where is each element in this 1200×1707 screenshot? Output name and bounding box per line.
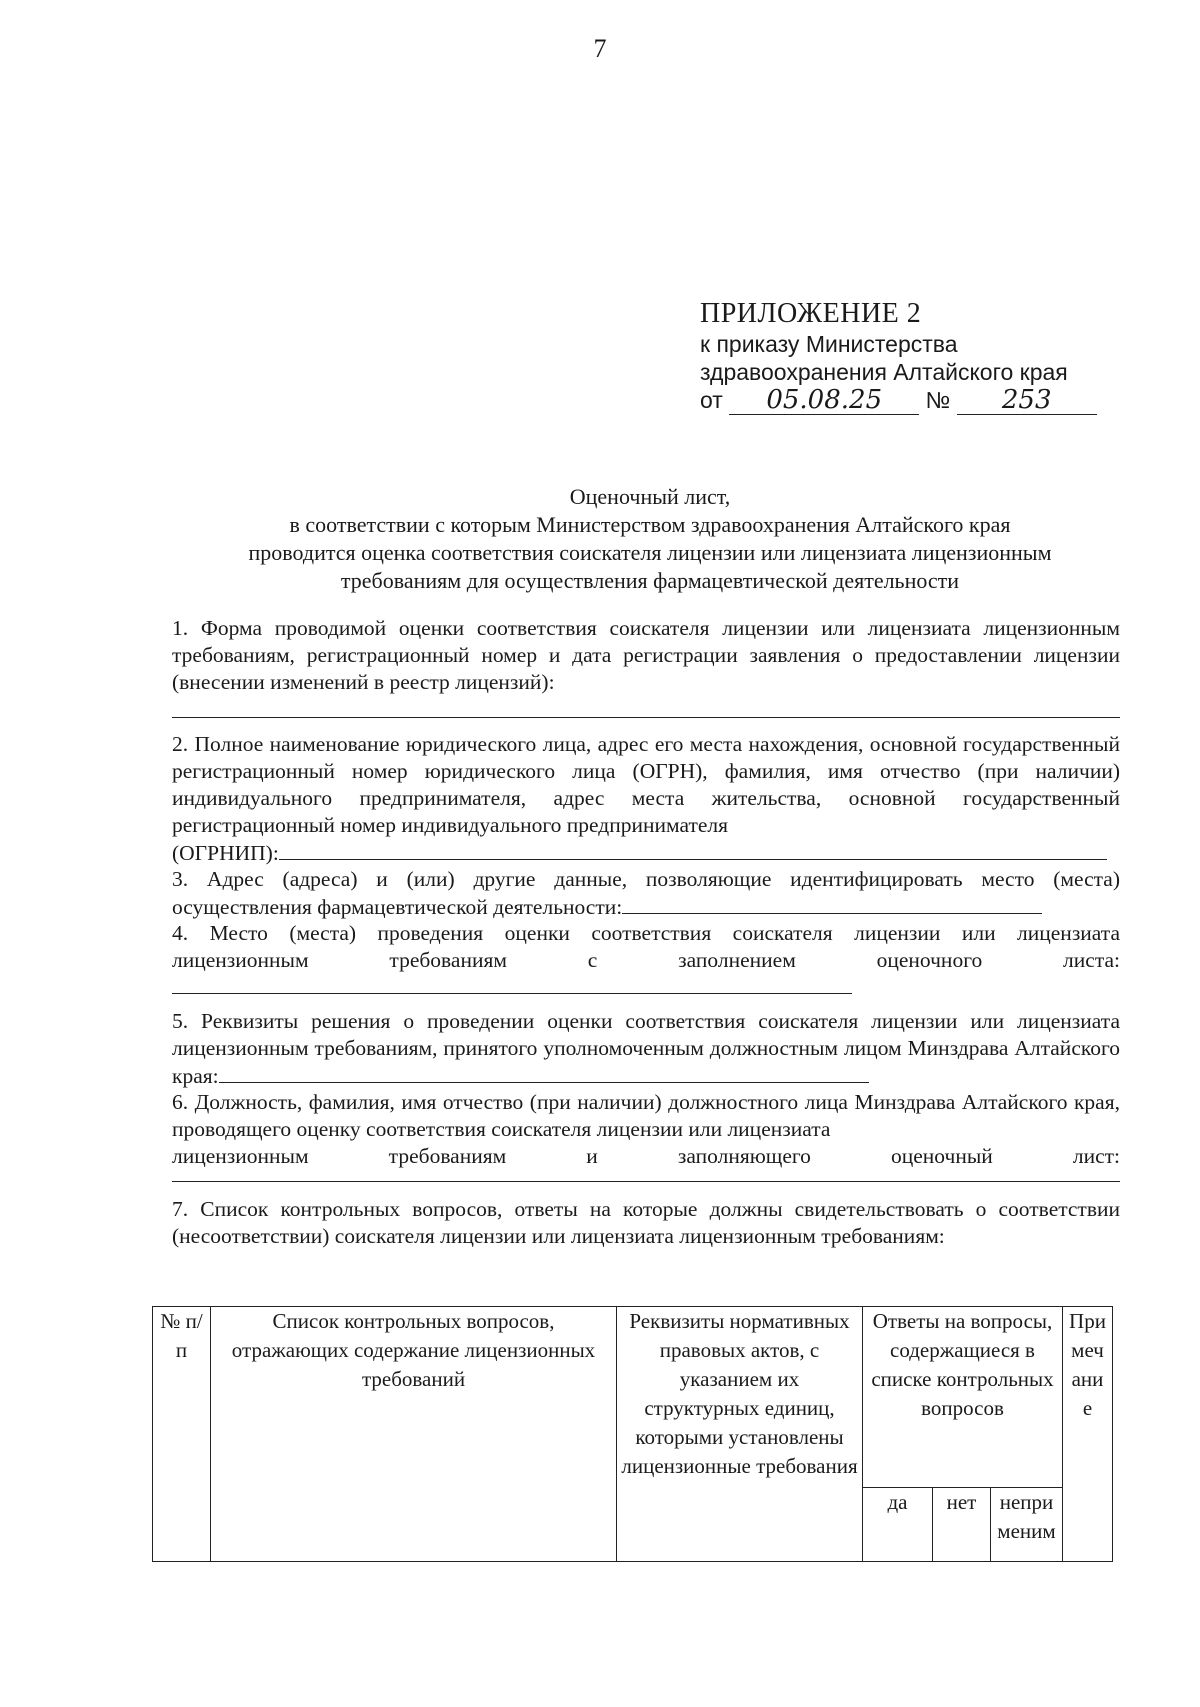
item-4 — [172, 920, 1120, 974]
appendix-line-2: здравоохранения Алтайского края — [700, 359, 1068, 385]
fill-line-1 — [172, 717, 1120, 718]
item-3-end-text: осуществления фармацевтической деятельности: — [172, 895, 623, 919]
item-2-end-text: (ОГРНИП): — [172, 841, 279, 865]
title-line-1: Оценочный лист, — [569, 484, 731, 509]
item-6 — [172, 1089, 1120, 1170]
item-5 — [172, 1008, 1120, 1090]
fill-line-2 — [279, 839, 1107, 860]
document-title — [140, 483, 1160, 595]
item-3-text: 3. Адрес (адреса) и (или) другие данные, позволяющие идентифицировать место (места) — [172, 867, 1120, 891]
item-5-text: 5. Реквизиты решения о проведении оценки соответствия соискателя лицензии или лицензиата лицензионным требованиям, принятого уполномоченным должностным лицом — [172, 1009, 1120, 1060]
item-3 — [172, 866, 1120, 921]
item-2-end-line — [172, 839, 1120, 867]
item-4-end-text: лицензионным требованиям с заполнением оценочного листа: — [172, 948, 1120, 972]
number-sign: № — [925, 387, 951, 413]
fill-line-4 — [172, 993, 852, 994]
item-6-text: 6. Должность, фамилия, имя отчество (при наличии) должностного лица Минздрава Алтайского края, проводящего оценку соответствия соискателя лицензии или лицензиата — [172, 1090, 1120, 1141]
page-number: 7 — [593, 34, 607, 63]
header-answers: Ответы на вопросы, содержащиеся в списке контрольных вопросов — [863, 1307, 1063, 1488]
item-4-text: 4. Место (места) проведения оценки соответствия соискателя лицензии или лицензиата — [172, 921, 1120, 945]
appendix-date-line — [700, 386, 1097, 415]
header-requisites: Реквизиты нормативных правовых актов, с указанием их структурных единиц, которыми установлены лицензионные требования — [617, 1307, 863, 1562]
header-number: № п/п — [153, 1307, 211, 1562]
fill-line-5 — [219, 1062, 869, 1083]
fill-line-3 — [622, 893, 1042, 914]
appendix-header — [700, 298, 1097, 415]
item-1: 1. Форма проводимой оценки соответствия соискателя лицензии или лицензиата лицензионным требованиям, регистрационный номер и дата регистрации заявления о предоставлении лицензии (внесении изменений в реестр лицензий): — [172, 616, 1120, 694]
title-line-4: требованиям для осуществления фармацевтической деятельности — [340, 568, 960, 593]
appendix-line-1: к приказу Министерства — [700, 331, 958, 357]
item-5-end-text: Минздрава Алтайского края: — [172, 1036, 1120, 1088]
handwritten-date: 05.08.25 — [729, 386, 919, 415]
header-not-applicable: неприменим — [991, 1488, 1063, 1562]
item-6-end-text: лицензионным требованиям и заполняющего оценочный лист: — [172, 1144, 1120, 1168]
header-no: нет — [933, 1488, 991, 1562]
item-2: 2. Полное наименование юридического лица, адрес его места нахождения, основной государственный регистрационный номер юридического лица (ОГРН), фамилия, имя отчество (при наличии) индивидуального предпринимателя, адрес места жительства, основной государственный регистрационный номер индивидуального предпринимателя — [172, 732, 1120, 837]
header-yes: да — [863, 1488, 933, 1562]
questions-table-header — [152, 1306, 1113, 1562]
fill-line-6 — [172, 1181, 1120, 1182]
header-questions: Список контрольных вопросов, отражающих содержание лицензионных требований — [211, 1307, 617, 1562]
header-note: Примечание — [1063, 1307, 1113, 1562]
appendix-title: ПРИЛОЖЕНИЕ 2 — [700, 298, 922, 329]
item-7: 7. Список контрольных вопросов, ответы на которые должны свидетельствовать о соответствии (несоответствии) соискателя лицензии или лицензиата лицензионным требованиям: — [172, 1197, 1120, 1248]
title-line-2: в соответствии с которым Министерством здравоохранения Алтайского края — [289, 512, 1011, 537]
date-prefix: от — [700, 387, 723, 413]
title-line-3: проводится оценка соответствия соискателя лицензии или лицензиата лицензионным — [248, 540, 1052, 565]
handwritten-number: 253 — [957, 386, 1097, 415]
